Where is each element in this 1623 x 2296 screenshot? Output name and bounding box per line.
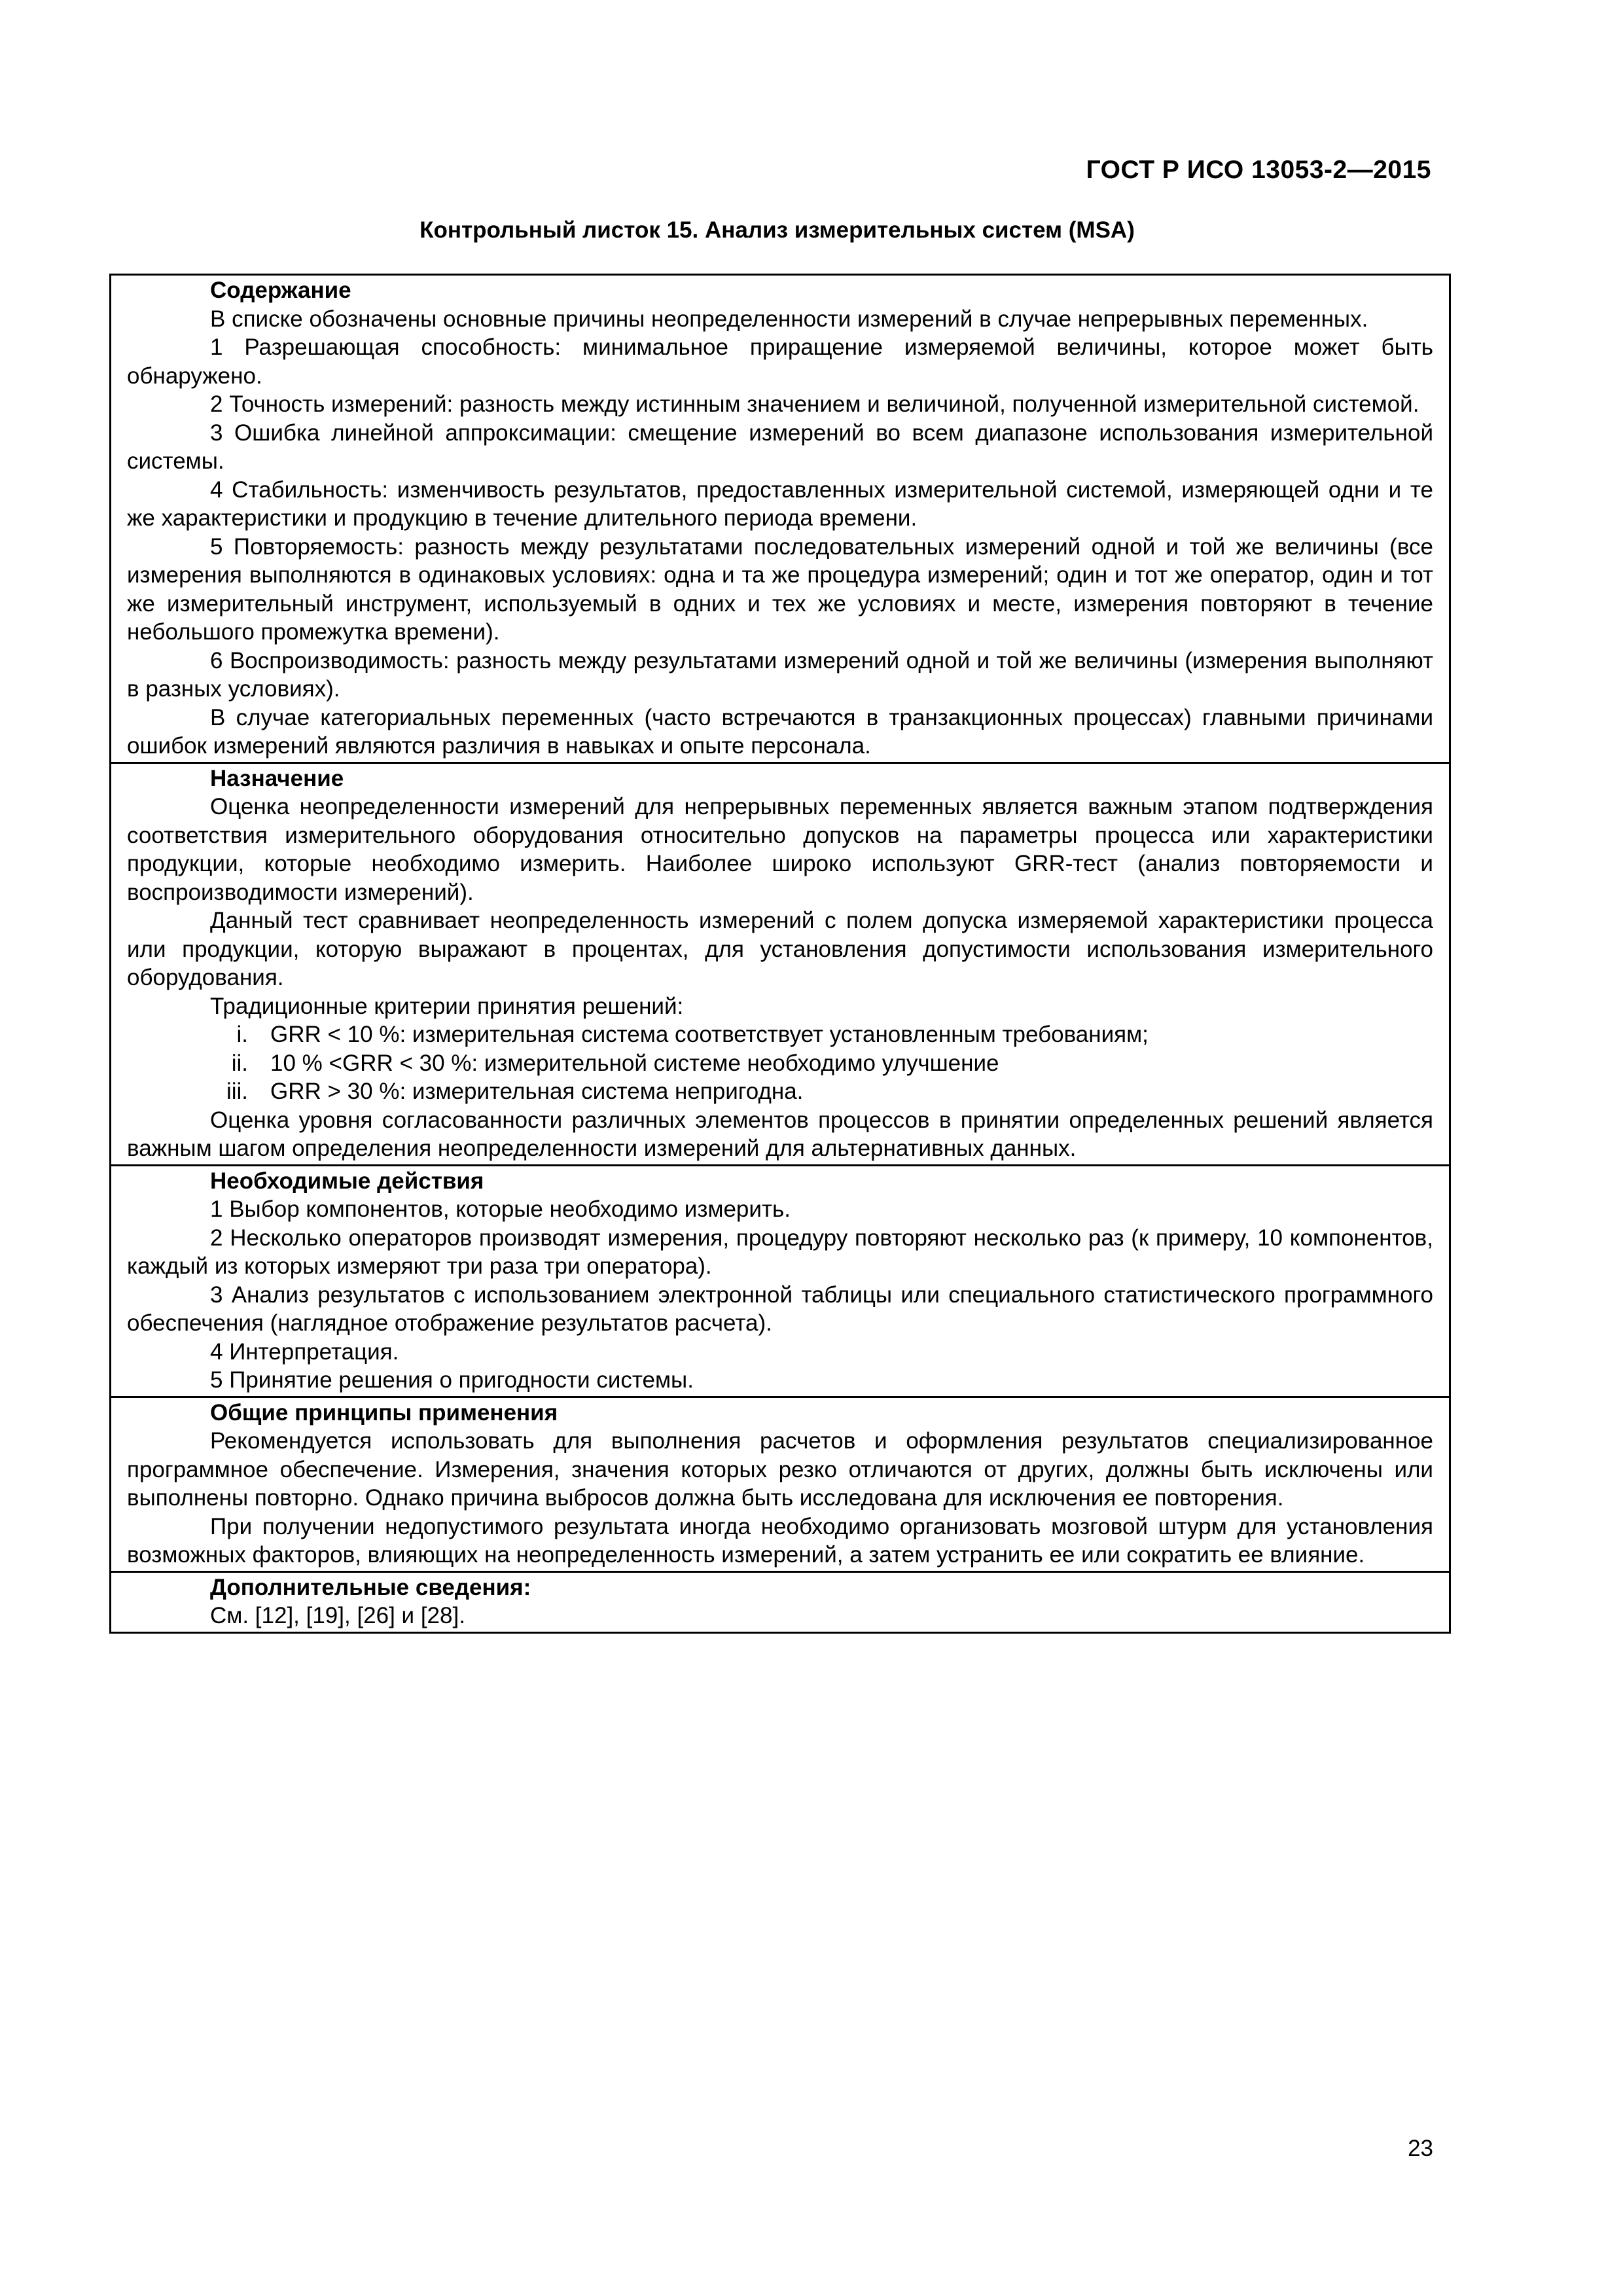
checklist-table — [109, 274, 1451, 1634]
section-actions — [111, 1166, 1449, 1398]
criteria-item — [127, 1020, 1433, 1049]
paragraph: Оценка уровня согласованности различных элементов процессов в принятии определенных решений является важным шагом определения неопределенности измерений для альтернативных данных. — [127, 1107, 1433, 1161]
section-content — [111, 276, 1449, 764]
section-purpose — [111, 764, 1449, 1166]
criteria-text: GRR > 30 %: измерительная система непригодна. — [270, 1079, 804, 1104]
section-heading: Необходимые действия — [210, 1168, 484, 1194]
section-heading: Содержание — [210, 278, 351, 303]
document-code: ГОСТ Р ИСО 13053-2—2015 — [1086, 156, 1431, 184]
paragraph: См. [12], [19], [26] и [28]. — [210, 1603, 465, 1628]
paragraph: 2 Точность измерений: разность между истинным значением и величиной, полученной измерительной системой. — [210, 391, 1419, 417]
paragraph: Традиционные критерии принятия решений: — [210, 993, 684, 1019]
paragraph: Данный тест сравнивает неопределенность измерений с полем допуска измеряемой характеристики процесса или продукции, которую выражают в процентах, для установления допустимости использования измерительного оборудования. — [127, 908, 1433, 990]
section-additional — [111, 1573, 1449, 1632]
paragraph: 3 Ошибка линейной аппроксимации: смещение измерений во всем диапазоне использования измерительной системы. — [127, 420, 1433, 474]
paragraph: Рекомендуется использовать для выполнения расчетов и оформления результатов специализированное программное обеспечение. Измерения, значения которых резко отличаются от других, должны быть исключены или выполнены повторно. Однако причина выбросов должна быть исследована для исключения ее повторения. — [127, 1428, 1433, 1511]
criteria-item — [127, 1077, 1433, 1106]
paragraph: 4 Стабильность: изменчивость результатов, предоставленных измерительной системой, измеряющей одни и те же характеристики и продукцию в течение длительного периода времени. — [127, 476, 1433, 531]
criteria-text: GRR < 10 %: измерительная система соответствует установленным требованиям; — [270, 1022, 1149, 1047]
paragraph: В случае категориальных переменных (часто встречаются в транзакционных процессах) главными причинами ошибок измерений являются различия в навыках и опыте персонала. — [127, 704, 1433, 759]
criteria-number: iii. — [226, 1079, 248, 1104]
checklist-title: Контрольный листок 15. Анализ измерительных систем (MSA) — [419, 217, 1135, 243]
paragraph: При получении недопустимого результата иногда необходимо организовать мозговой штурм для установления возможных факторов, влияющих на неопределенность измерений, а затем устранить ее или сократить ее влияние. — [127, 1513, 1433, 1568]
section-principles — [111, 1398, 1449, 1573]
criteria-number: ii. — [231, 1050, 248, 1076]
paragraph: 5 Принятие решения о пригодности системы. — [210, 1367, 694, 1393]
paragraph: 2 Несколько операторов производят измерения, процедуру повторяют несколько раз (к примеру, 10 компонентов, каждый из которых измеряют три раза три оператора). — [127, 1225, 1433, 1279]
paragraph: 1 Разрешающая способность: минимальное приращение измеряемой величины, которое может быть обнаружено. — [127, 334, 1433, 389]
criteria-item — [127, 1049, 1433, 1078]
criteria-number: i. — [236, 1022, 248, 1047]
paragraph: В списке обозначены основные причины неопределенности измерений в случае непрерывных переменных. — [210, 306, 1368, 332]
paragraph: 4 Интерпретация. — [210, 1338, 399, 1365]
section-heading: Общие принципы применения — [210, 1399, 558, 1426]
section-heading: Дополнительные сведения: — [210, 1574, 531, 1600]
criteria-text: 10 % <GRR < 30 %: измерительной системе необходимо улучшение — [270, 1050, 999, 1076]
paragraph: 3 Анализ результатов с использованием электронной таблицы или специального статистического программного обеспечения (наглядное отображение результатов расчета). — [127, 1282, 1433, 1336]
paragraph: 1 Выбор компонентов, которые необходимо измерить. — [210, 1196, 791, 1222]
page-number: 23 — [1408, 2136, 1433, 2161]
paragraph: Оценка неопределенности измерений для непрерывных переменных является важным этапом подтверждения соответствия измерительного оборудования относительно допусков на параметры процесса или характеристики продукции, которые необходимо измерить. Наиболее широко используют GRR-тест (анализ повторяемости и воспроизводимости измерений). — [127, 794, 1433, 905]
paragraph: 6 Воспроизводимость: разность между результатами измерений одной и той же величины (измерения выполняют в разных условиях). — [127, 647, 1433, 702]
section-heading: Назначение — [210, 765, 344, 791]
paragraph: 5 Повторяемость: разность между результатами последовательных измерений одной и той же величины (все измерения выполняются в одинаковых условиях: одна и та же процедура измерений; один и тот же оператор, один и тот же измерительный инструмент, используемый в одних и тех же условиях и месте, измерения повторяют в течение небольшого промежутка времени). — [127, 533, 1433, 645]
